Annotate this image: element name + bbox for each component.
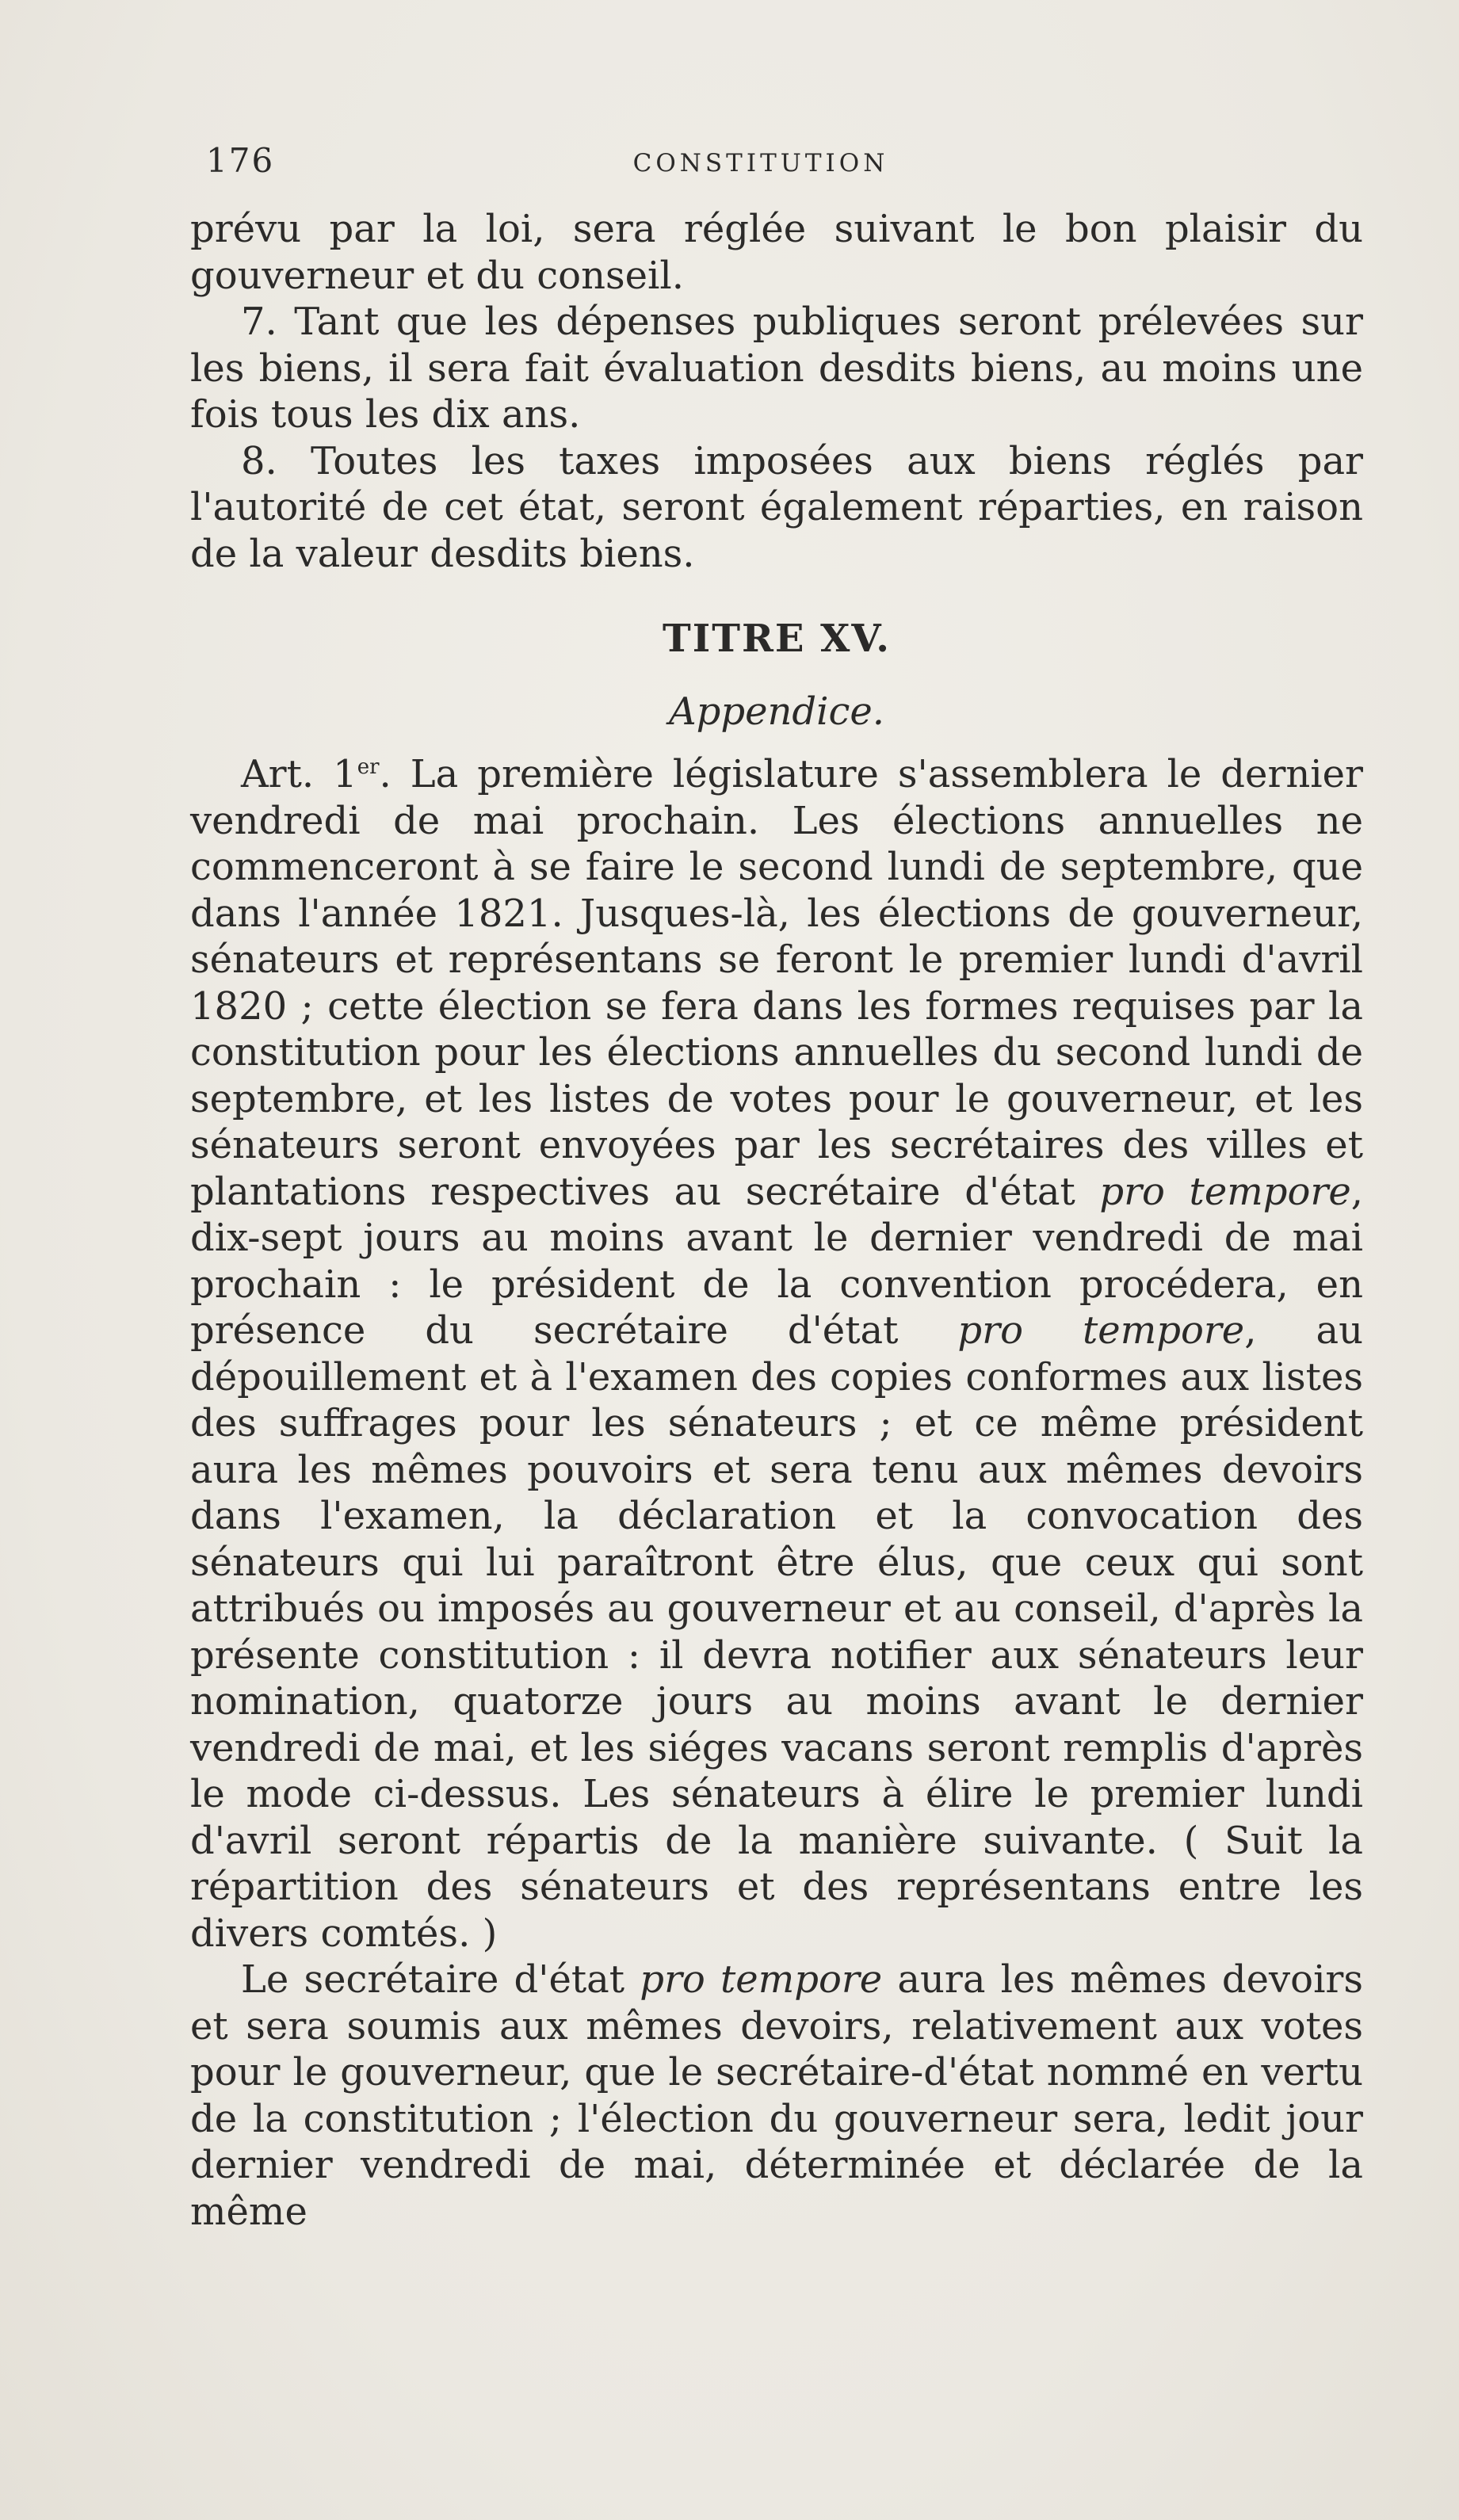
paragraph-8: 8. Toutes les taxes imposées aux biens réglés par l'autorité de cet état, seront également réparties, en raison de la valeur desdits biens. (190, 438, 1363, 576)
article-text-part-3: , au dépouillement et à l'examen des copies conformes aux listes des suffrages pour les sénateurs ; et ce même président aura les mêmes pouvoirs et sera tenu aux mêmes devoirs dans l'examen, la déclaration et la convocation des sénateurs qui lui paraîtront être élus, que ceux qui sont attribués ou imposés au gouverneur et au conseil, d'après la présente constitution : il devra notifier aux sénateurs leur nomination, quatorze jours au moins avant le dernier vendredi de mai, et les siéges vacans seront remplis d'après le mode ci-dessus. Les sénateurs à élire le premier lundi d'avril seront répartis de la manière suivante. ( Suit la répartition des sénateurs et des représentans entre les divers comtés. ) (190, 1308, 1364, 1956)
paragraph-final (190, 1957, 1363, 2235)
article-italic-1: pro tempore (1099, 1169, 1351, 1214)
running-head: CONSTITUTION (632, 149, 889, 178)
article-label: Art. 1 (241, 752, 357, 796)
paragraph-continuation: prévu par la loi, sera réglée suivant le bon plaisir du gouverneur et du conseil. (190, 207, 1363, 298)
article-text-part-1: . La première législature s'assemblera le dernier vendredi de mai prochain. Les élections annuelles ne commenceront à se faire le second lundi de septembre, que dans l'année 1821. Jusques-là, les élections de gouverneur, sénateurs et représentans se feront le premier lundi d'avril 1820 ; cette élection se fera dans les formes requises par la constitution pour les élections annuelles du second lundi de septembre, et les listes de votes pour le gouverneur, et les sénateurs seront envoyées par les secrétaires des villes et plantations respectives au secrétaire d'état (190, 752, 1364, 1214)
article-italic-2: pro tempore (957, 1308, 1245, 1353)
article-label-superscript: er (357, 755, 380, 779)
page-number: 176 (206, 141, 275, 180)
section-title: TITRE XV. (663, 617, 891, 661)
page-header (190, 141, 1331, 197)
body-text (190, 206, 1363, 2235)
final-italic: pro tempore (640, 1957, 883, 2002)
article-text-part-2: , dix-sept jours au moins avant le dernier vendredi de mai prochain : le président de la convention procédera, en présence du secrétaire d'état (190, 1169, 1364, 1353)
section-subtitle: Appendice. (668, 689, 885, 734)
paragraph-7: 7. Tant que les dépenses publiques seront prélevées sur les biens, il sera fait évaluation desdits biens, au moins une fois tous les dix ans. (190, 300, 1363, 437)
article-1 (190, 751, 1363, 1957)
final-text-part-2: aura les mêmes devoirs et sera soumis aux mêmes devoirs, relativement aux votes pour le gouverneur, que le secrétaire-d'état nommé en vertu de la constitution ; l'élection du gouverneur sera, ledit jour dernier vendredi de mai, déterminée et déclarée de la même (190, 1957, 1363, 2234)
final-text-part-1: Le secrétaire d'état (241, 1957, 640, 2002)
